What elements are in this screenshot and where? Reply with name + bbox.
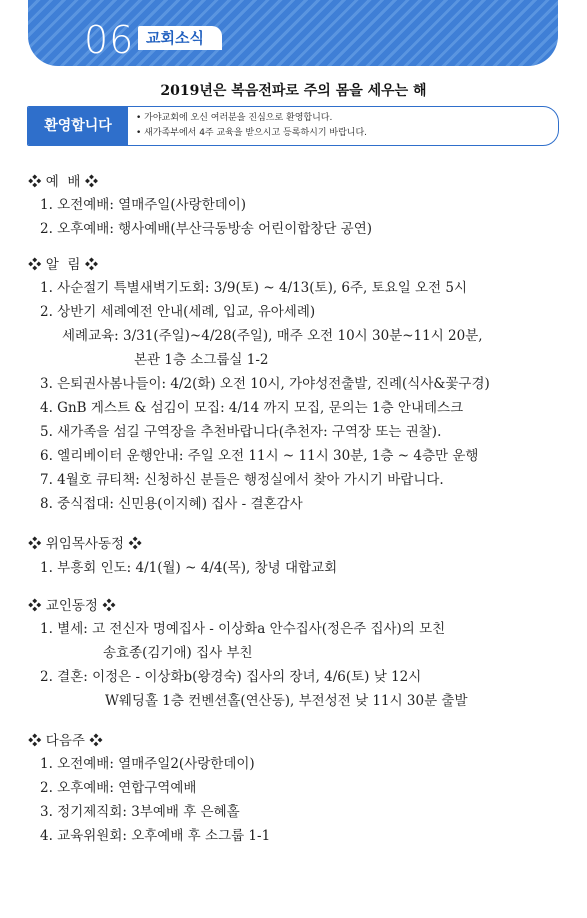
welcome-line: • 가야교회에 오신 여러분을 진심으로 환영합니다.: [136, 111, 367, 126]
welcome-box: [27, 106, 559, 146]
list-item: 2. 오후예배: 행사예배(부산극동방송 어린이합창단 공연): [40, 221, 373, 237]
section-title-members: ❖ 교인동정 ❖: [28, 598, 116, 614]
welcome-lines: [136, 111, 367, 141]
page-title: 2019년은 복음전파로 주의 몸을 세우는 해: [160, 83, 427, 99]
list-item: 2. 결혼: 이정은 - 이상화b(왕경숙) 집사의 장녀, 4/6(토) 낮 12시: [40, 669, 422, 685]
list-item: 3. 은퇴권사봄나들이: 4/2(화) 오전 10시, 가야성전출발, 진례(식사&꽃구경): [40, 376, 490, 392]
section-title-pastor: ❖ 위임목사동정 ❖: [28, 536, 142, 552]
list-item: 5. 새가족을 섬길 구역장을 추천바랍니다(추천자: 구역장 또는 권찰).: [40, 424, 442, 440]
welcome-line: • 새가족부에서 4주 교육을 받으시고 등록하시기 바랍니다.: [136, 126, 367, 141]
list-item: 4. 교육위원회: 오후예배 후 소그룹 1-1: [40, 828, 271, 844]
section-title-notices: ❖ 알 림 ❖: [28, 257, 99, 273]
list-item: 1. 오전예배: 열매주일2(사랑한데이): [40, 756, 255, 772]
list-item: 2. 상반기 세례예전 안내(세례, 입교, 유아세례): [40, 304, 316, 320]
list-item: 본관 1층 소그룹실 1-2: [134, 352, 269, 368]
list-item: 4. GnB 게스트 & 섬김이 모집: 4/14 까지 모집, 문의는 1층 안내데스크: [40, 400, 464, 416]
list-item: 송효종(김기애) 집사 부친: [103, 645, 253, 661]
section-label: 교회소식: [146, 29, 204, 47]
list-item: 세례교육: 3/31(주일)~4/28(주일), 매주 오전 10시 30분~11시 20분,: [62, 328, 483, 344]
list-item: W웨딩홀 1층 컨벤션홀(연산동), 부전성전 낮 11시 30분 출발: [105, 693, 468, 709]
list-item: 1. 사순절기 특별새벽기도회: 3/9(토) ~ 4/13(토), 6주, 토요일 오전 5시: [40, 280, 468, 296]
list-item: 1. 부흥회 인도: 4/1(월) ~ 4/4(목), 창녕 대합교회: [40, 560, 338, 576]
list-item: 2. 오후예배: 연합구역예배: [40, 780, 197, 796]
section-title-next-week: ❖ 다음주 ❖: [28, 733, 103, 749]
section-title-worship: ❖ 예 배 ❖: [28, 174, 99, 190]
list-item: 1. 별세: 고 전신자 명예집사 - 이상화a 안수집사(정은주 집사)의 모친: [40, 621, 446, 637]
list-item: 7. 4월호 큐티책: 신청하신 분들은 행정실에서 찾아 가시기 바랍니다.: [40, 472, 444, 488]
list-item: 3. 정기제직회: 3부예배 후 은혜홀: [40, 804, 240, 820]
section-header-banner: [28, 0, 558, 66]
list-item: 6. 엘리베이터 운행안내: 주일 오전 11시 ~ 11시 30분, 1층 ~ 4층만 운행: [40, 448, 479, 464]
welcome-label: 환영합니다: [28, 107, 128, 145]
list-item: 8. 중식접대: 신민용(이지혜) 집사 - 결혼감사: [40, 496, 303, 512]
list-item: 1. 오전예배: 열매주일(사랑한데이): [40, 197, 247, 213]
section-number: 06: [84, 18, 135, 62]
